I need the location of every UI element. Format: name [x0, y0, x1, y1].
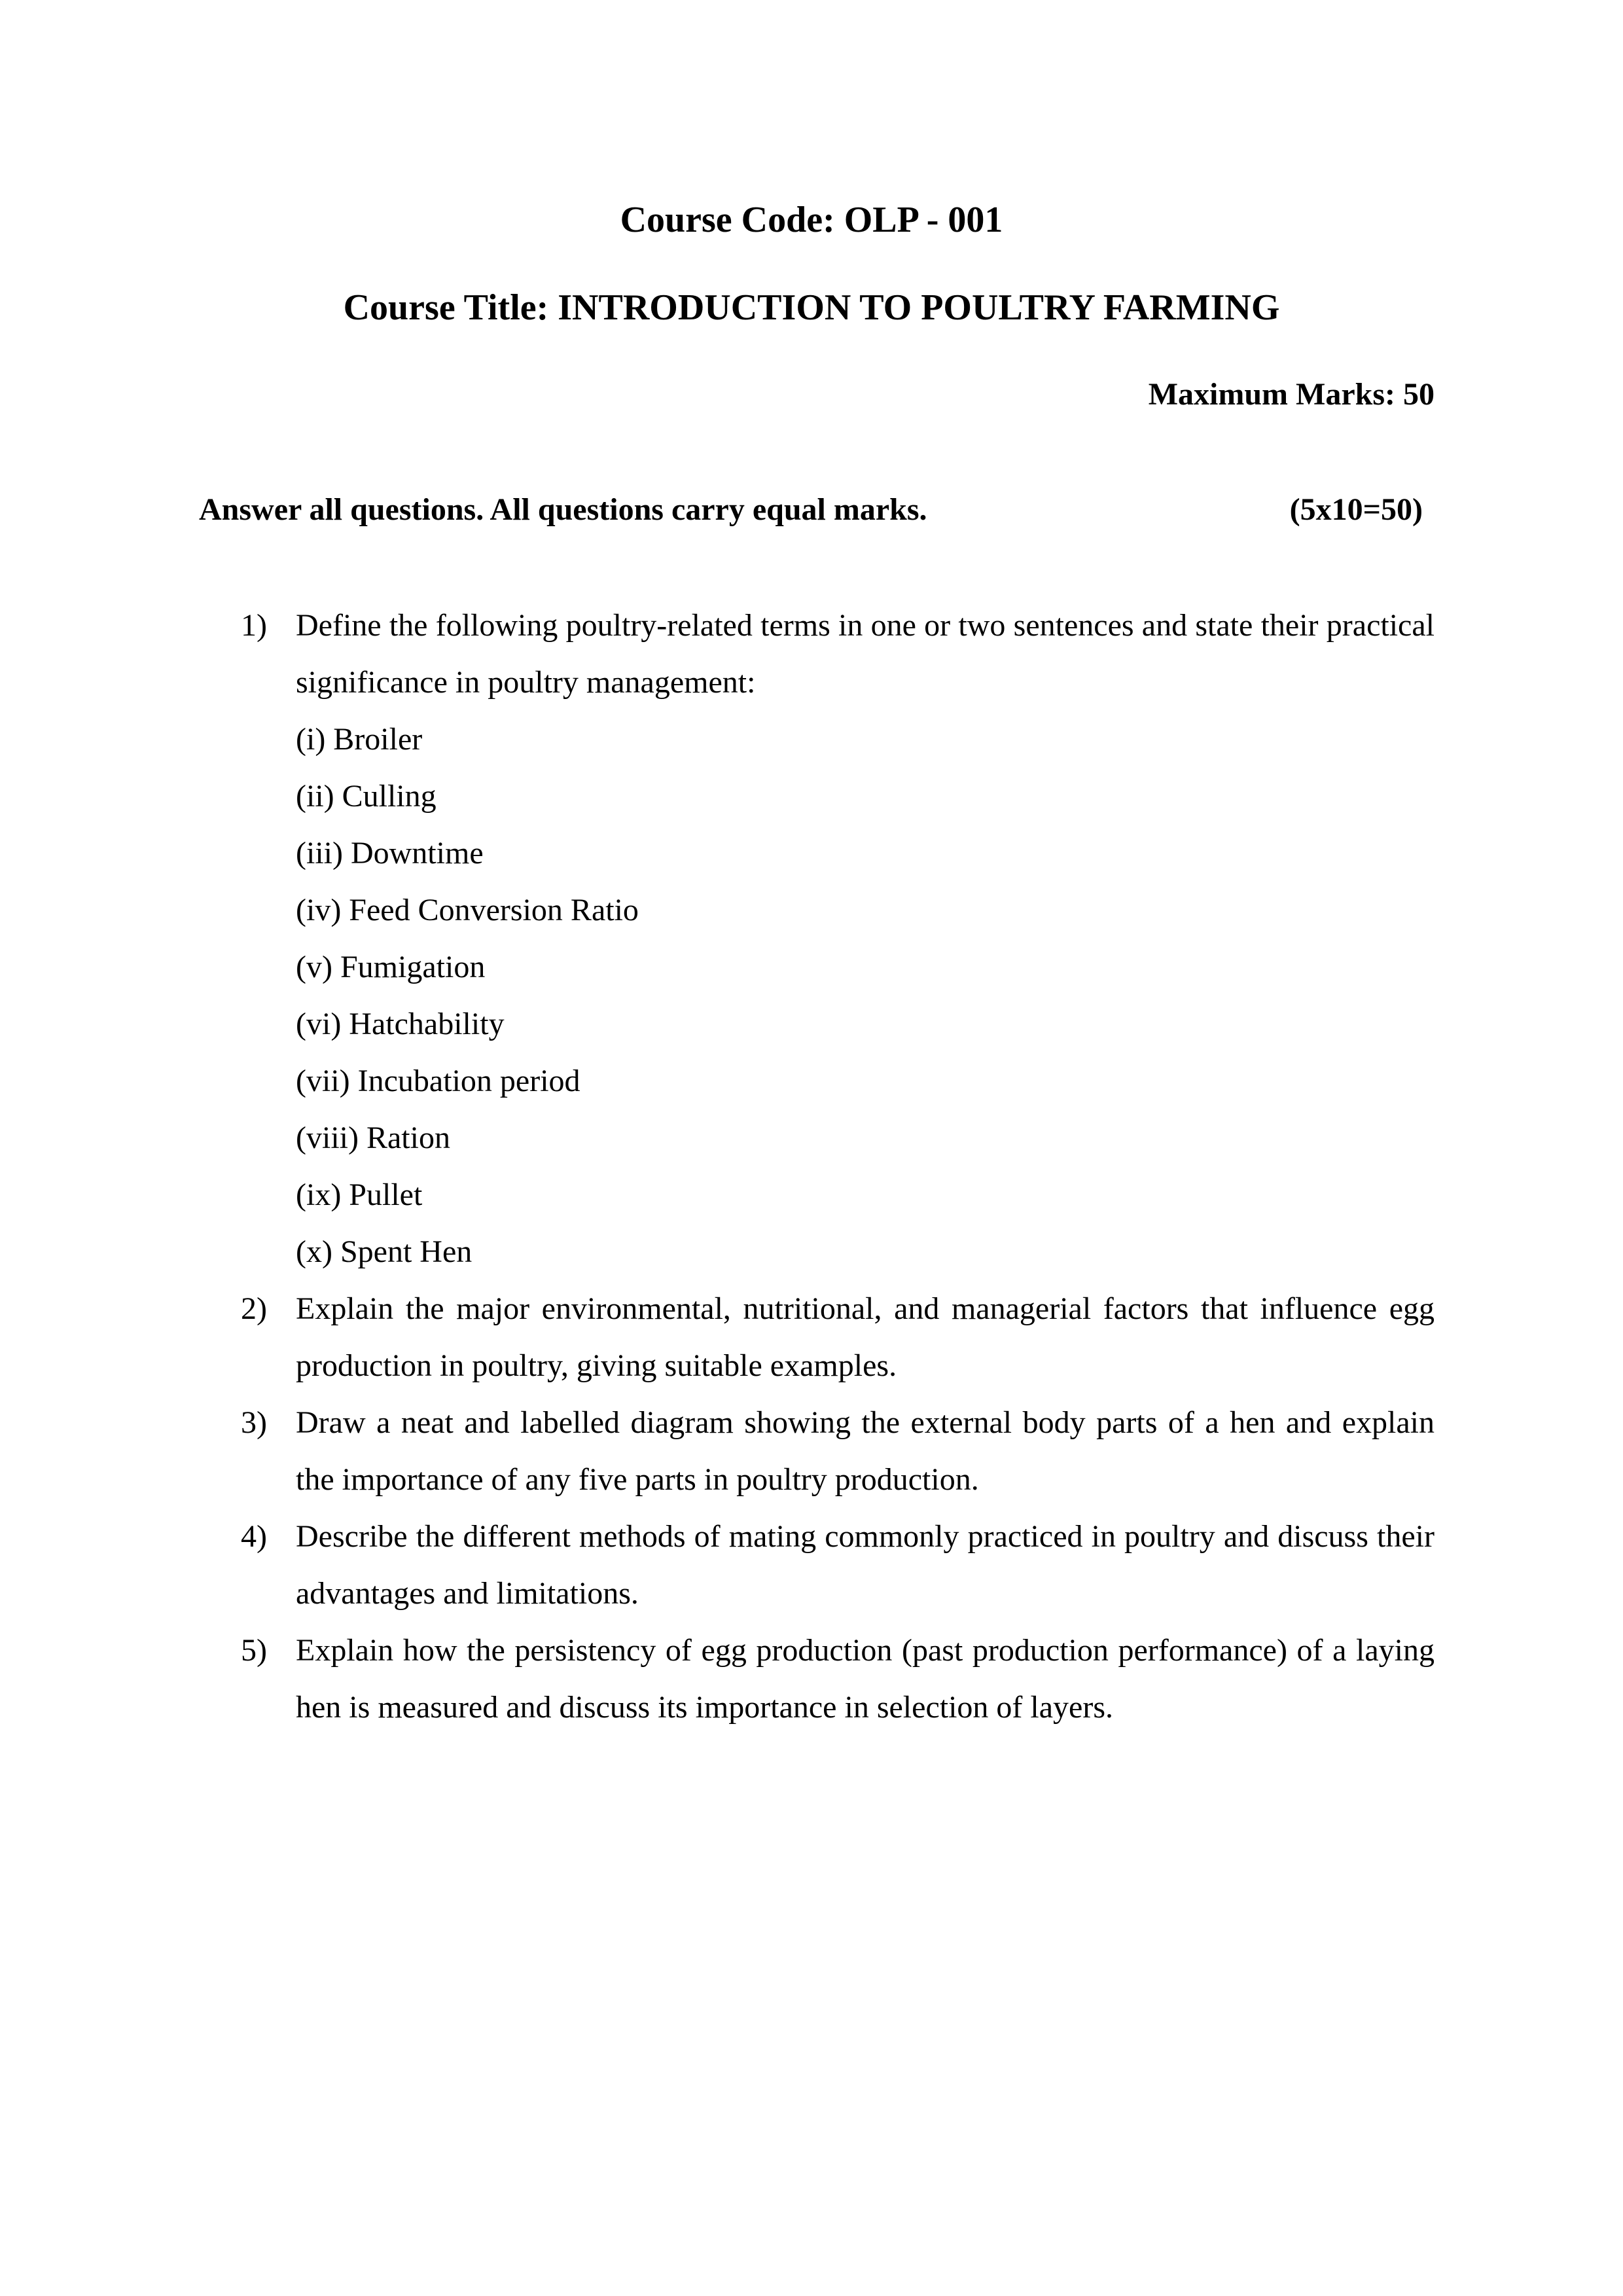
question-list: [241, 597, 1435, 1736]
term-item: (vi) Hatchability: [296, 1007, 505, 1041]
question-number: 2): [241, 1291, 267, 1326]
question-text: Explain how the persistency of egg production (past production performance) of a laying hen is measured and discuss its importance in selection of layers.: [296, 1633, 1435, 1725]
course-title: Course Title: INTRODUCTION TO POULTRY FARMING: [343, 287, 1280, 328]
question-1: [241, 597, 1435, 1280]
marks-scheme: (5x10=50): [1289, 492, 1423, 527]
term-item: (viii) Ration: [296, 1121, 450, 1155]
term-item: (ix) Pullet: [296, 1177, 423, 1212]
term-item: (iv) Feed Conversion Ratio: [296, 893, 639, 927]
term-item: (x) Spent Hen: [296, 1234, 473, 1269]
question-2: [241, 1280, 1435, 1394]
term-item: (vii) Incubation period: [296, 1064, 580, 1098]
term-item: (v) Fumigation: [296, 950, 486, 984]
term-item: (ii) Culling: [296, 779, 437, 814]
term-list: [296, 711, 1435, 1280]
question-number: 3): [241, 1405, 267, 1440]
question-text: Define the following poultry-related terms in one or two sentences and state their practical significance in poultry management:: [296, 608, 1435, 700]
question-text: Draw a neat and labelled diagram showing the external body parts of a hen and explain the importance of any five parts in poultry production.: [296, 1405, 1435, 1497]
maximum-marks: Maximum Marks: 50: [1148, 377, 1435, 412]
question-3: [241, 1394, 1435, 1508]
question-number: 5): [241, 1633, 267, 1668]
question-4: [241, 1508, 1435, 1622]
question-number: 1): [241, 608, 267, 643]
instructions: Answer all questions. All questions carry equal marks.: [199, 492, 927, 527]
question-number: 4): [241, 1519, 267, 1554]
course-code: Course Code: OLP - 001: [620, 200, 1003, 240]
term-item: (iii) Downtime: [296, 836, 484, 870]
question-text: Describe the different methods of mating commonly practiced in poultry and discuss their advantages and limitations.: [296, 1519, 1435, 1611]
question-text: Explain the major environmental, nutritional, and managerial factors that influence egg production in poultry, giving suitable examples.: [296, 1291, 1435, 1383]
question-5: [241, 1622, 1435, 1736]
term-item: (i) Broiler: [296, 722, 423, 757]
